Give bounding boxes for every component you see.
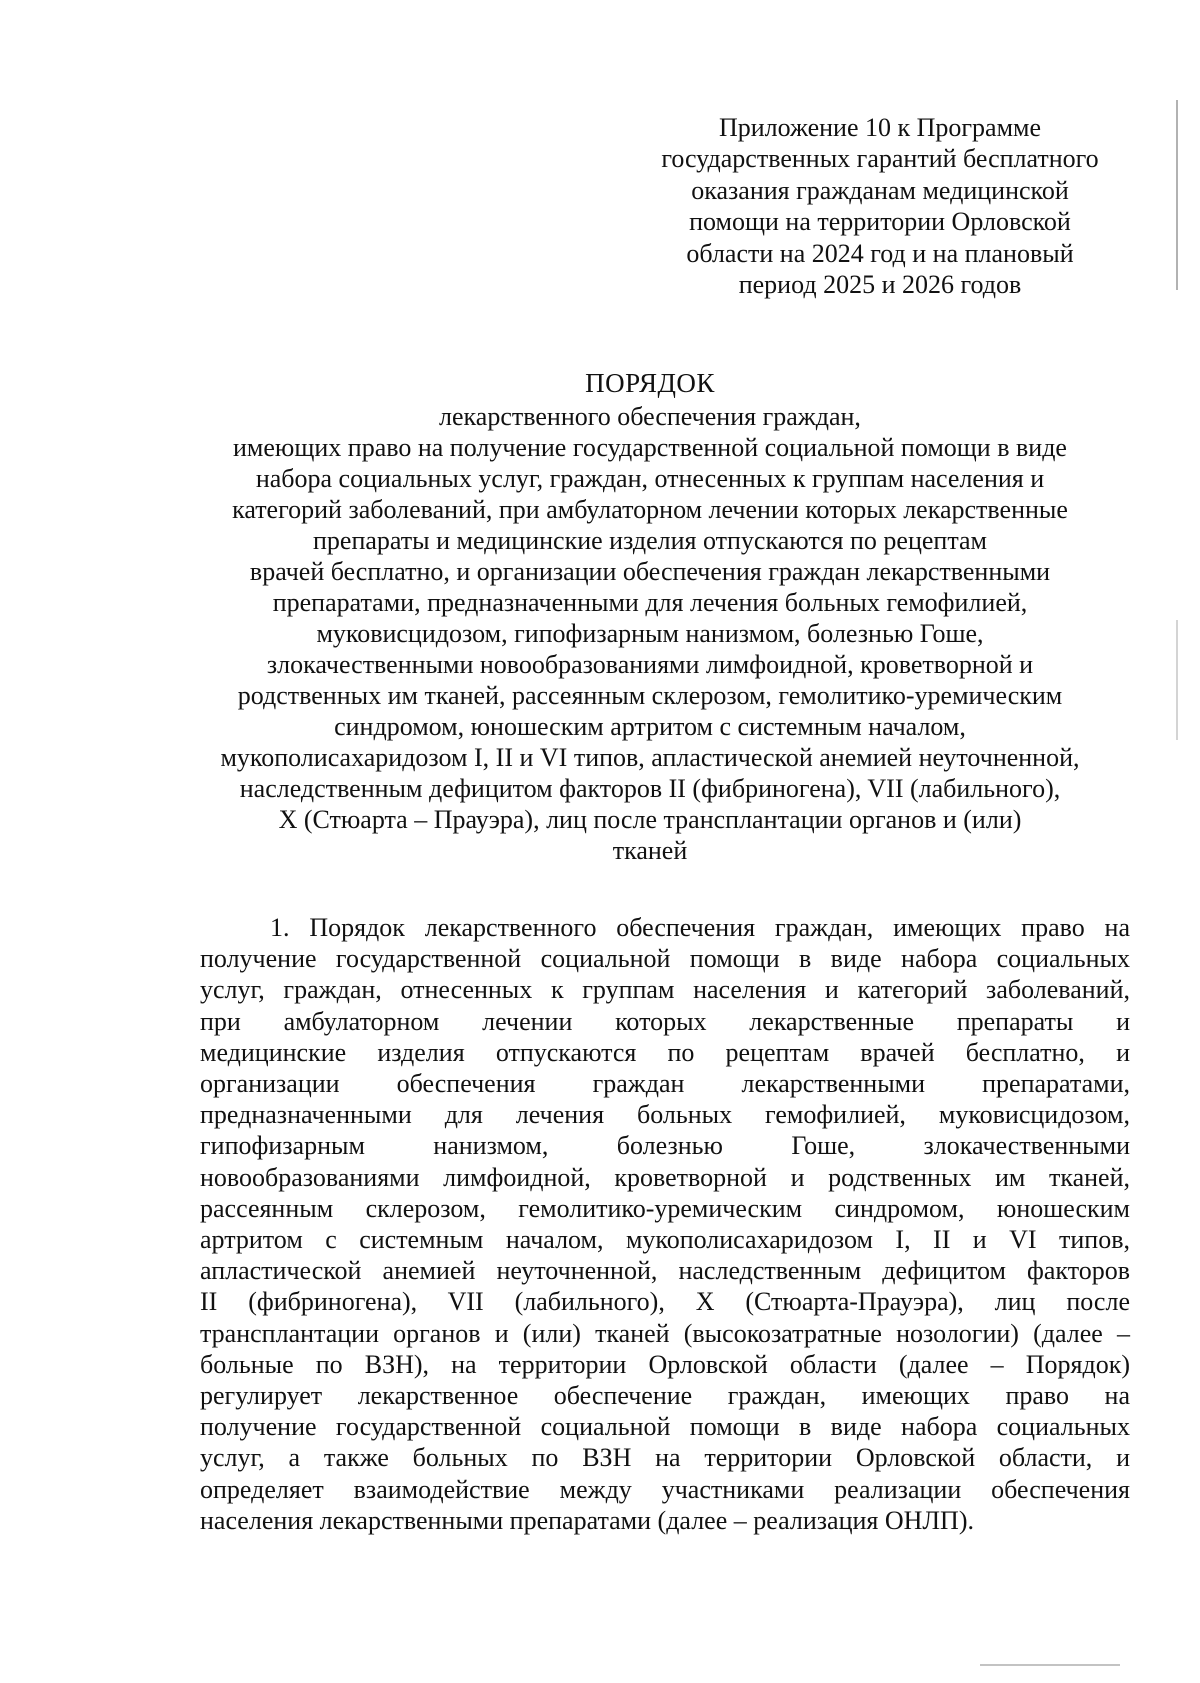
body-line: апластической анемией неуточненной, наследственным дефицитом факторов: [200, 1256, 1130, 1286]
title-line: препаратами, предназначенными для лечения больных гемофилией,: [272, 588, 1028, 617]
title-line: лекарственного обеспечения граждан,: [439, 402, 861, 431]
body-line: услуг, а также больных по ВЗН на территории Орловской области, и: [200, 1443, 1130, 1473]
title-line: X (Стюарта – Прауэра), лиц после трансплантации органов и (или): [278, 805, 1022, 834]
body-line: артритом с системным началом, мукополисахаридозом I, II и VI типов,: [200, 1225, 1130, 1255]
annex-line: помощи на территории Орловской: [689, 207, 1071, 237]
title-line: родственных им тканей, рассеянным склерозом, гемолитико-уремическим: [237, 681, 1063, 710]
body-line: 1. Порядок лекарственного обеспечения граждан, имеющих право на: [270, 913, 1130, 942]
title-line: мукополисахаридозом I, II и VI типов, апластической анемией неуточненной,: [220, 743, 1080, 772]
body-line: получение государственной социальной помощи в виде набора социальных: [200, 944, 1130, 974]
title-line: врачей бесплатно, и организации обеспечения граждан лекарственными: [249, 557, 1051, 586]
body-line: при амбулаторном лечении которых лекарственные препараты и: [200, 1006, 1130, 1036]
body-line: предназначенными для лечения больных гемофилией, муковисцидозом,: [200, 1100, 1130, 1130]
body-line: трансплантации органов и (или) тканей (высокозатратные нозологии) (далее –: [200, 1318, 1130, 1348]
body-line: медицинские изделия отпускаются по рецептам врачей бесплатно, и: [200, 1037, 1130, 1067]
annex-line: государственных гарантий бесплатного: [661, 144, 1099, 174]
title-line: набора социальных услуг, граждан, отнесенных к группам населения и: [255, 464, 1045, 493]
body-line: II (фибриногена), VII (лабильного), X (Стюарта-Прауэра), лиц после: [200, 1287, 1130, 1317]
body-line: организации обеспечения граждан лекарственными препаратами,: [200, 1069, 1130, 1099]
annex-line: области на 2024 год и на плановый: [686, 238, 1074, 268]
body-line: услуг, граждан, отнесенных к группам населения и категорий заболеваний,: [200, 975, 1130, 1005]
scan-margin-mark: [1176, 100, 1178, 290]
title-line: наследственным дефицитом факторов II (фибриногена), VII (лабильного),: [239, 774, 1061, 803]
document-title: [170, 368, 1130, 866]
scan-margin-mark: [1176, 620, 1178, 740]
title-line: синдромом, юношеским артритом с системным началом,: [334, 712, 966, 741]
title-line: препараты и медицинские изделия отпускаются по рецептам: [312, 526, 988, 555]
body-line: получение государственной социальной помощи в виде набора социальных: [200, 1412, 1130, 1442]
body-line: рассеянным склерозом, гемолитико-уремическим синдромом, юношеским: [200, 1193, 1130, 1223]
title-line: тканей: [612, 836, 688, 865]
annex-header: [640, 112, 1120, 300]
body-line: новообразованиями лимфоидной, кроветворной и родственных им тканей,: [200, 1162, 1130, 1192]
title-line: злокачественными новообразованиями лимфоидной, кроветворной и: [266, 650, 1034, 679]
annex-line: период 2025 и 2026 годов: [738, 270, 1022, 300]
title-line: категорий заболеваний, при амбулаторном лечении которых лекарственные: [232, 495, 1068, 524]
paragraph-1: [200, 912, 1130, 1536]
body-line: регулирует лекарственное обеспечение граждан, имеющих право на: [200, 1381, 1130, 1411]
annex-line: Приложение 10 к Программе: [718, 113, 1042, 142]
scan-bottom-dash: [980, 1664, 1120, 1666]
body-line: гипофизарным нанизмом, болезнью Гоше, злокачественными: [200, 1131, 1130, 1161]
title-heading: ПОРЯДОК: [585, 368, 715, 398]
annex-line: оказания гражданам медицинской: [691, 175, 1069, 205]
body-line: населения лекарственными препаратами (далее – реализация ОНЛП).: [200, 1505, 974, 1535]
body-line: определяет взаимодействие между участниками реализации обеспечения: [200, 1474, 1130, 1504]
title-line: муковисцидозом, гипофизарным нанизмом, болезнью Гоше,: [316, 619, 984, 648]
body-line: больные по ВЗН), на территории Орловской области (далее – Порядок): [200, 1349, 1130, 1379]
title-line: имеющих право на получение государственной социальной помощи в виде: [233, 433, 1067, 462]
